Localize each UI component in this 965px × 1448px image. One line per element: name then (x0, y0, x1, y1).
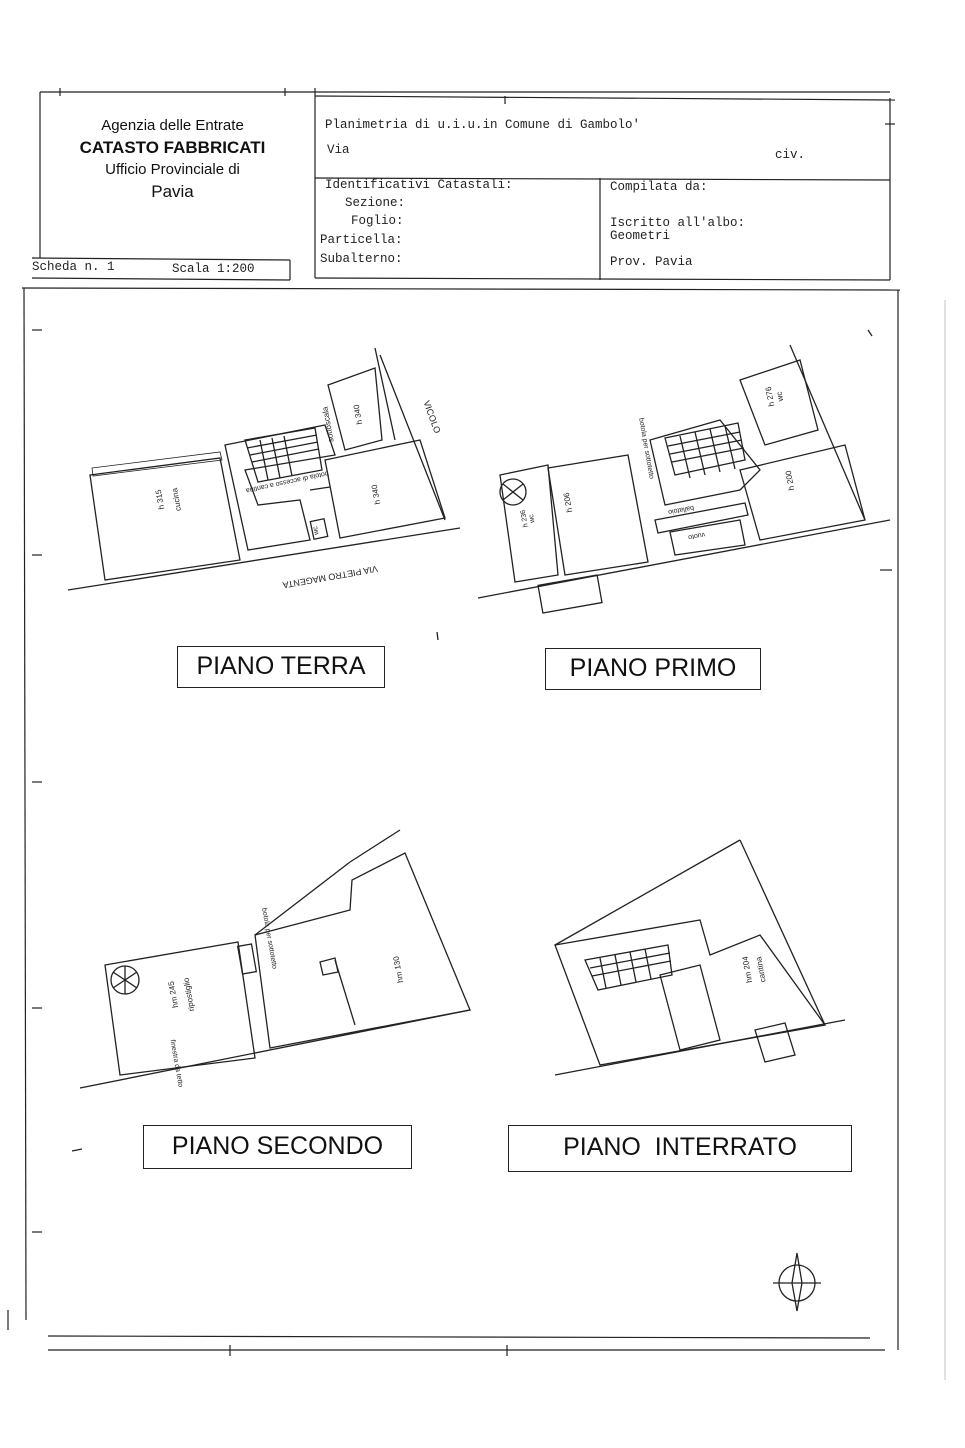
height-276: h 276 (763, 385, 777, 408)
height-206: h 206 (561, 491, 575, 514)
cantina-label: cantina (754, 956, 768, 983)
label-box-primo (545, 648, 761, 690)
botola-sottotetto-primo: botola per sottotetto (637, 417, 655, 480)
subalterno-label: Subalterno: (320, 252, 403, 266)
height-cucina: h 315 (153, 488, 167, 511)
height-hm245: hm 245 (166, 980, 181, 1009)
floor-label-interrato: PIANO INTERRATO (563, 1133, 797, 1161)
scala-label: Scala 1:200 (172, 262, 255, 276)
floor-label-primo: PIANO PRIMO (569, 654, 737, 682)
compilata-label: Compilata da: (610, 180, 708, 194)
floor-label-terra: PIANO TERRA (196, 652, 366, 680)
civ-label: civ. (775, 148, 806, 162)
via-pietro-magenta-label: VIA PIETRO MAGENTA (281, 563, 379, 591)
sottoscala-label: sottoscala (320, 405, 336, 444)
plan-piano-primo (478, 345, 890, 613)
height-hm130: hm 130 (391, 955, 406, 984)
height-hm204: hm 204 (740, 955, 755, 984)
provincia-label: Prov. Pavia (610, 255, 693, 269)
height-340-b: h 340 (369, 483, 383, 506)
plan-title: Planimetria di u.i.u.in Comune di Gambolo' (325, 118, 641, 132)
iscritto-label: Iscritto all'albo: (610, 216, 746, 230)
botola-cantina-label: botola di accesso a cantina (245, 469, 330, 494)
label-box-secondo (143, 1125, 412, 1169)
wc-primo-top: wc (774, 390, 786, 403)
label-box-interrato (508, 1125, 852, 1172)
identificativi-label: Identificativi Catastali: (325, 178, 513, 192)
height-236: h 236 (519, 509, 530, 528)
ballatoio-label: ballatoio (667, 503, 695, 516)
province-name: Pavia (151, 182, 194, 201)
foglio-label: Foglio: (351, 214, 404, 228)
plan-piano-interrato (555, 840, 845, 1075)
ufficio-label: Ufficio Provinciale di (105, 161, 240, 178)
via-label: Via (327, 143, 350, 157)
wc-primo-left: wc (528, 513, 537, 524)
iscritto-value: Geometri (610, 229, 671, 243)
finestra-tetto-label: finestra da tetto (168, 1039, 184, 1088)
ripostiglio-label: ripostiglio (181, 977, 197, 1012)
particella-label: Particella: (320, 233, 403, 247)
plan-piano-terra (68, 348, 460, 590)
height-340-a: h 340 (351, 403, 365, 426)
height-200: h 200 (783, 469, 797, 492)
catasto-title: CATASTO FABBRICATI (79, 138, 266, 157)
north-arrow-icon (773, 1253, 821, 1311)
vicolo-label: VICOLO (421, 399, 443, 435)
botola-sottotetto-secondo: botola per sottotetto (260, 907, 278, 970)
sezione-label: Sezione: (345, 196, 406, 210)
floor-label-secondo: PIANO SECONDO (171, 1132, 384, 1160)
room-cucina: cucina (170, 487, 184, 512)
scheda-label: Scheda n. 1 (32, 260, 115, 274)
vuoto-label: vuoto (687, 530, 706, 541)
agency-name: Agenzia delle Entrate (101, 117, 244, 134)
label-box-terra (177, 646, 385, 688)
wc-terra-label: wc (312, 525, 321, 536)
